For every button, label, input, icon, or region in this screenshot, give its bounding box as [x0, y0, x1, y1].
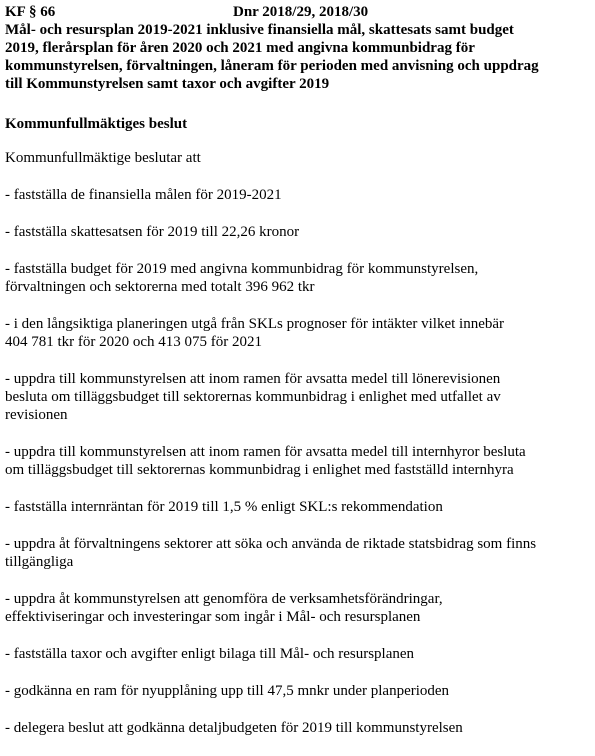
decision-item-line: om tilläggsbudget till sektorernas kommunbidrag i enlighet med fastställd internhyra — [5, 462, 514, 478]
paragraph-reference: KF § 66 — [5, 4, 56, 20]
intro-text: Kommunfullmäktige beslutar att — [5, 150, 201, 166]
title-line: 2019, flerårsplan för åren 2020 och 2021 med angivna kommunbidrag för — [5, 40, 475, 56]
decision-item — [5, 645, 590, 663]
decision-item-line: - fastställa taxor och avgifter enligt bilaga till Mål- och resursplanen — [5, 646, 415, 662]
decision-item-line: - uppdra till kommunstyrelsen att inom ramen för avsatta medel till lönerevisionen — [5, 371, 501, 387]
decision-item — [5, 682, 590, 700]
decision-item — [5, 443, 590, 479]
decision-item-line: - fastställa skattesatsen för 2019 till 22,26 kronor — [5, 224, 300, 240]
decision-item — [5, 535, 590, 571]
title-line: till Kommunstyrelsen samt taxor och avgifter 2019 — [5, 76, 330, 92]
decision-item-line: - fastställa de finansiella målen för 2019-2021 — [5, 187, 282, 203]
decision-item — [5, 719, 590, 737]
decision-item — [5, 260, 590, 296]
case-number: Dnr 2018/29, 2018/30 — [233, 4, 369, 20]
decision-item — [5, 186, 590, 204]
decision-list — [5, 186, 590, 756]
decision-item-line: effektiviseringar och investeringar som ingår i Mål- och resursplanen — [5, 609, 421, 625]
decision-item-line: - uppdra till kommunstyrelsen att inom ramen för avsatta medel till internhyror besluta — [5, 444, 526, 460]
decision-item-line: - uppdra åt kommunstyrelsen att genomföra de verksamhetsförändringar, — [5, 591, 443, 607]
decision-item — [5, 370, 590, 424]
decision-item-line: tillgängliga — [5, 554, 74, 570]
decision-item-line: besluta om tilläggsbudget till sektorernas kommunbidrag i enlighet med utfallet av — [5, 389, 501, 405]
decision-item-line: - delegera beslut att godkänna detaljbudgeten för 2019 till kommunstyrelsen — [5, 720, 463, 736]
decision-item-line: - fastställa internräntan för 2019 till 1,5 % enligt SKL:s rekommendation — [5, 499, 443, 515]
title-line: Mål- och resursplan 2019-2021 inklusive finansiella mål, skattesats samt budget — [5, 22, 514, 38]
decision-item — [5, 590, 590, 626]
document-title — [5, 21, 590, 93]
title-line: kommunstyrelsen, förvaltningen, låneram för perioden med anvisning och uppdrag — [5, 58, 539, 74]
section-heading: Kommunfullmäktiges beslut — [5, 116, 188, 132]
decision-item-line: - i den långsiktiga planeringen utgå från SKLs prognoser för intäkter vilket innebär — [5, 316, 505, 332]
decision-item-line: förvaltningen och sektorerna med totalt 396 962 tkr — [5, 279, 315, 295]
decision-item — [5, 223, 590, 241]
decision-item-line: - godkänna en ram för nyupplåning upp till 47,5 mnkr under planperioden — [5, 683, 450, 699]
decision-item-line: revisionen — [5, 407, 68, 423]
decision-item-line: - uppdra åt förvaltningens sektorer att söka och använda de riktade statsbidrag som finns — [5, 536, 537, 552]
decision-item — [5, 498, 590, 516]
decision-item-line: - fastställa budget för 2019 med angivna kommunbidrag för kommunstyrelsen, — [5, 261, 479, 277]
decision-item — [5, 315, 590, 351]
decision-item-line: 404 781 tkr för 2020 och 413 075 för 2021 — [5, 334, 263, 350]
